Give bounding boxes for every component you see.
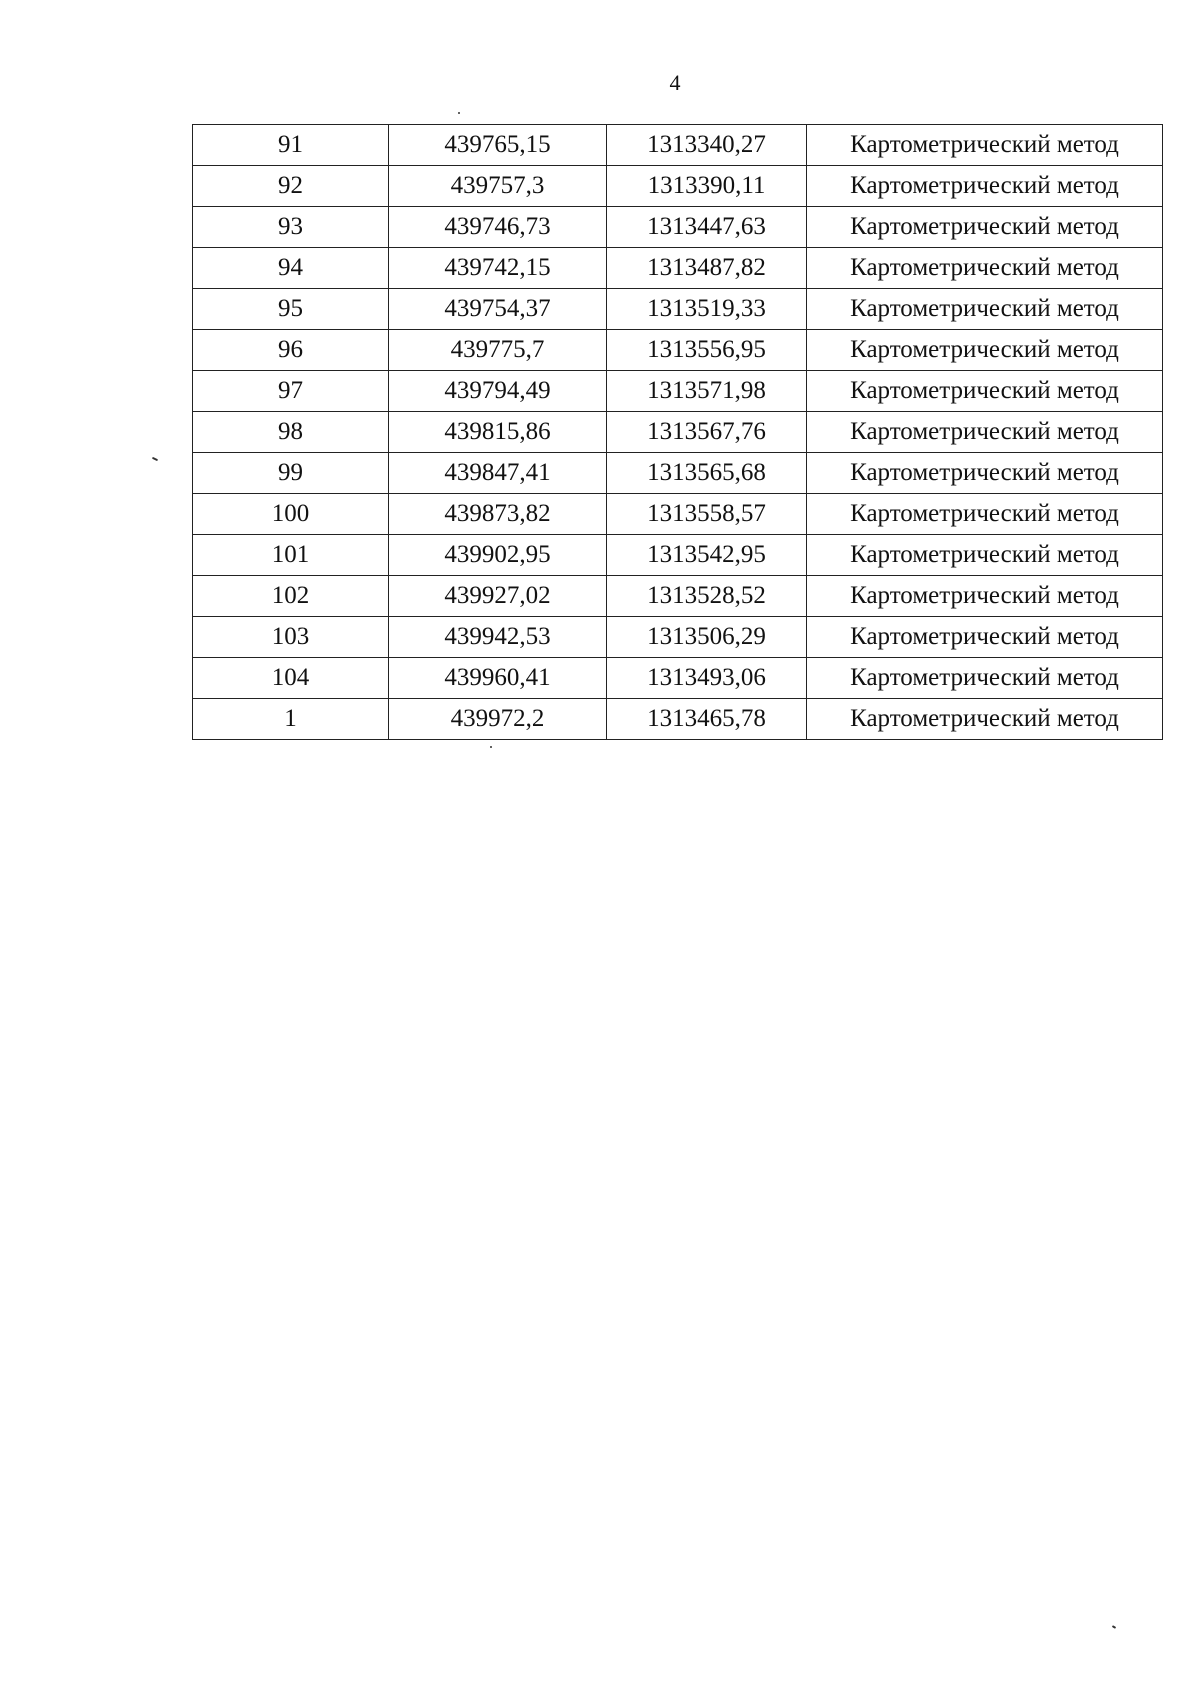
point-number-cell: 100 [193, 494, 389, 535]
x-coordinate-cell: 439746,73 [389, 207, 607, 248]
table-row [193, 166, 1163, 207]
method-cell: Картометрический метод [807, 535, 1163, 576]
y-coordinate-cell: 1313447,63 [607, 207, 807, 248]
y-coordinate-cell: 1313519,33 [607, 289, 807, 330]
y-coordinate-cell: 1313567,76 [607, 412, 807, 453]
table-row [193, 330, 1163, 371]
scan-speck [458, 112, 460, 114]
x-coordinate-cell: 439902,95 [389, 535, 607, 576]
y-coordinate-cell: 1313506,29 [607, 617, 807, 658]
x-coordinate-cell: 439942,53 [389, 617, 607, 658]
x-coordinate-cell: 439765,15 [389, 125, 607, 166]
method-cell: Картометрический метод [807, 166, 1163, 207]
table-row [193, 576, 1163, 617]
y-coordinate-cell: 1313340,27 [607, 125, 807, 166]
table-row [193, 412, 1163, 453]
table-row [193, 617, 1163, 658]
method-cell: Картометрический метод [807, 453, 1163, 494]
y-coordinate-cell: 1313493,06 [607, 658, 807, 699]
method-cell: Картометрический метод [807, 248, 1163, 289]
x-coordinate-cell: 439757,3 [389, 166, 607, 207]
y-coordinate-cell: 1313465,78 [607, 699, 807, 740]
x-coordinate-cell: 439742,15 [389, 248, 607, 289]
x-coordinate-cell: 439972,2 [389, 699, 607, 740]
point-number-cell: 99 [193, 453, 389, 494]
x-coordinate-cell: 439815,86 [389, 412, 607, 453]
y-coordinate-cell: 1313487,82 [607, 248, 807, 289]
table-row [193, 125, 1163, 166]
x-coordinate-cell: 439794,49 [389, 371, 607, 412]
y-coordinate-cell: 1313565,68 [607, 453, 807, 494]
y-coordinate-cell: 1313528,52 [607, 576, 807, 617]
point-number-cell: 96 [193, 330, 389, 371]
method-cell: Картометрический метод [807, 125, 1163, 166]
x-coordinate-cell: 439927,02 [389, 576, 607, 617]
y-coordinate-cell: 1313556,95 [607, 330, 807, 371]
point-number-cell: 95 [193, 289, 389, 330]
scan-speck [1112, 1625, 1116, 1629]
y-coordinate-cell: 1313390,11 [607, 166, 807, 207]
table-row [193, 699, 1163, 740]
method-cell: Картометрический метод [807, 658, 1163, 699]
coordinates-table [192, 124, 1163, 740]
point-number-cell: 98 [193, 412, 389, 453]
method-cell: Картометрический метод [807, 412, 1163, 453]
point-number-cell: 104 [193, 658, 389, 699]
x-coordinate-cell: 439775,7 [389, 330, 607, 371]
table-row [193, 494, 1163, 535]
method-cell: Картометрический метод [807, 289, 1163, 330]
point-number-cell: 97 [193, 371, 389, 412]
point-number-cell: 101 [193, 535, 389, 576]
x-coordinate-cell: 439873,82 [389, 494, 607, 535]
method-cell: Картометрический метод [807, 330, 1163, 371]
table-row [193, 248, 1163, 289]
x-coordinate-cell: 439847,41 [389, 453, 607, 494]
table-row [193, 207, 1163, 248]
table-row [193, 658, 1163, 699]
scan-speck [152, 457, 158, 461]
x-coordinate-cell: 439960,41 [389, 658, 607, 699]
table-row [193, 453, 1163, 494]
method-cell: Картометрический метод [807, 699, 1163, 740]
scan-speck [490, 746, 492, 748]
y-coordinate-cell: 1313558,57 [607, 494, 807, 535]
point-number-cell: 91 [193, 125, 389, 166]
point-number-cell: 103 [193, 617, 389, 658]
method-cell: Картометрический метод [807, 576, 1163, 617]
method-cell: Картометрический метод [807, 207, 1163, 248]
point-number-cell: 93 [193, 207, 389, 248]
method-cell: Картометрический метод [807, 494, 1163, 535]
table-row [193, 371, 1163, 412]
y-coordinate-cell: 1313542,95 [607, 535, 807, 576]
point-number-cell: 102 [193, 576, 389, 617]
table-row [193, 535, 1163, 576]
method-cell: Картометрический метод [807, 617, 1163, 658]
point-number-cell: 1 [193, 699, 389, 740]
point-number-cell: 92 [193, 166, 389, 207]
page-number: 4 [669, 70, 681, 95]
table-row [193, 289, 1163, 330]
point-number-cell: 94 [193, 248, 389, 289]
method-cell: Картометрический метод [807, 371, 1163, 412]
x-coordinate-cell: 439754,37 [389, 289, 607, 330]
y-coordinate-cell: 1313571,98 [607, 371, 807, 412]
coordinates-table-body [193, 125, 1163, 740]
